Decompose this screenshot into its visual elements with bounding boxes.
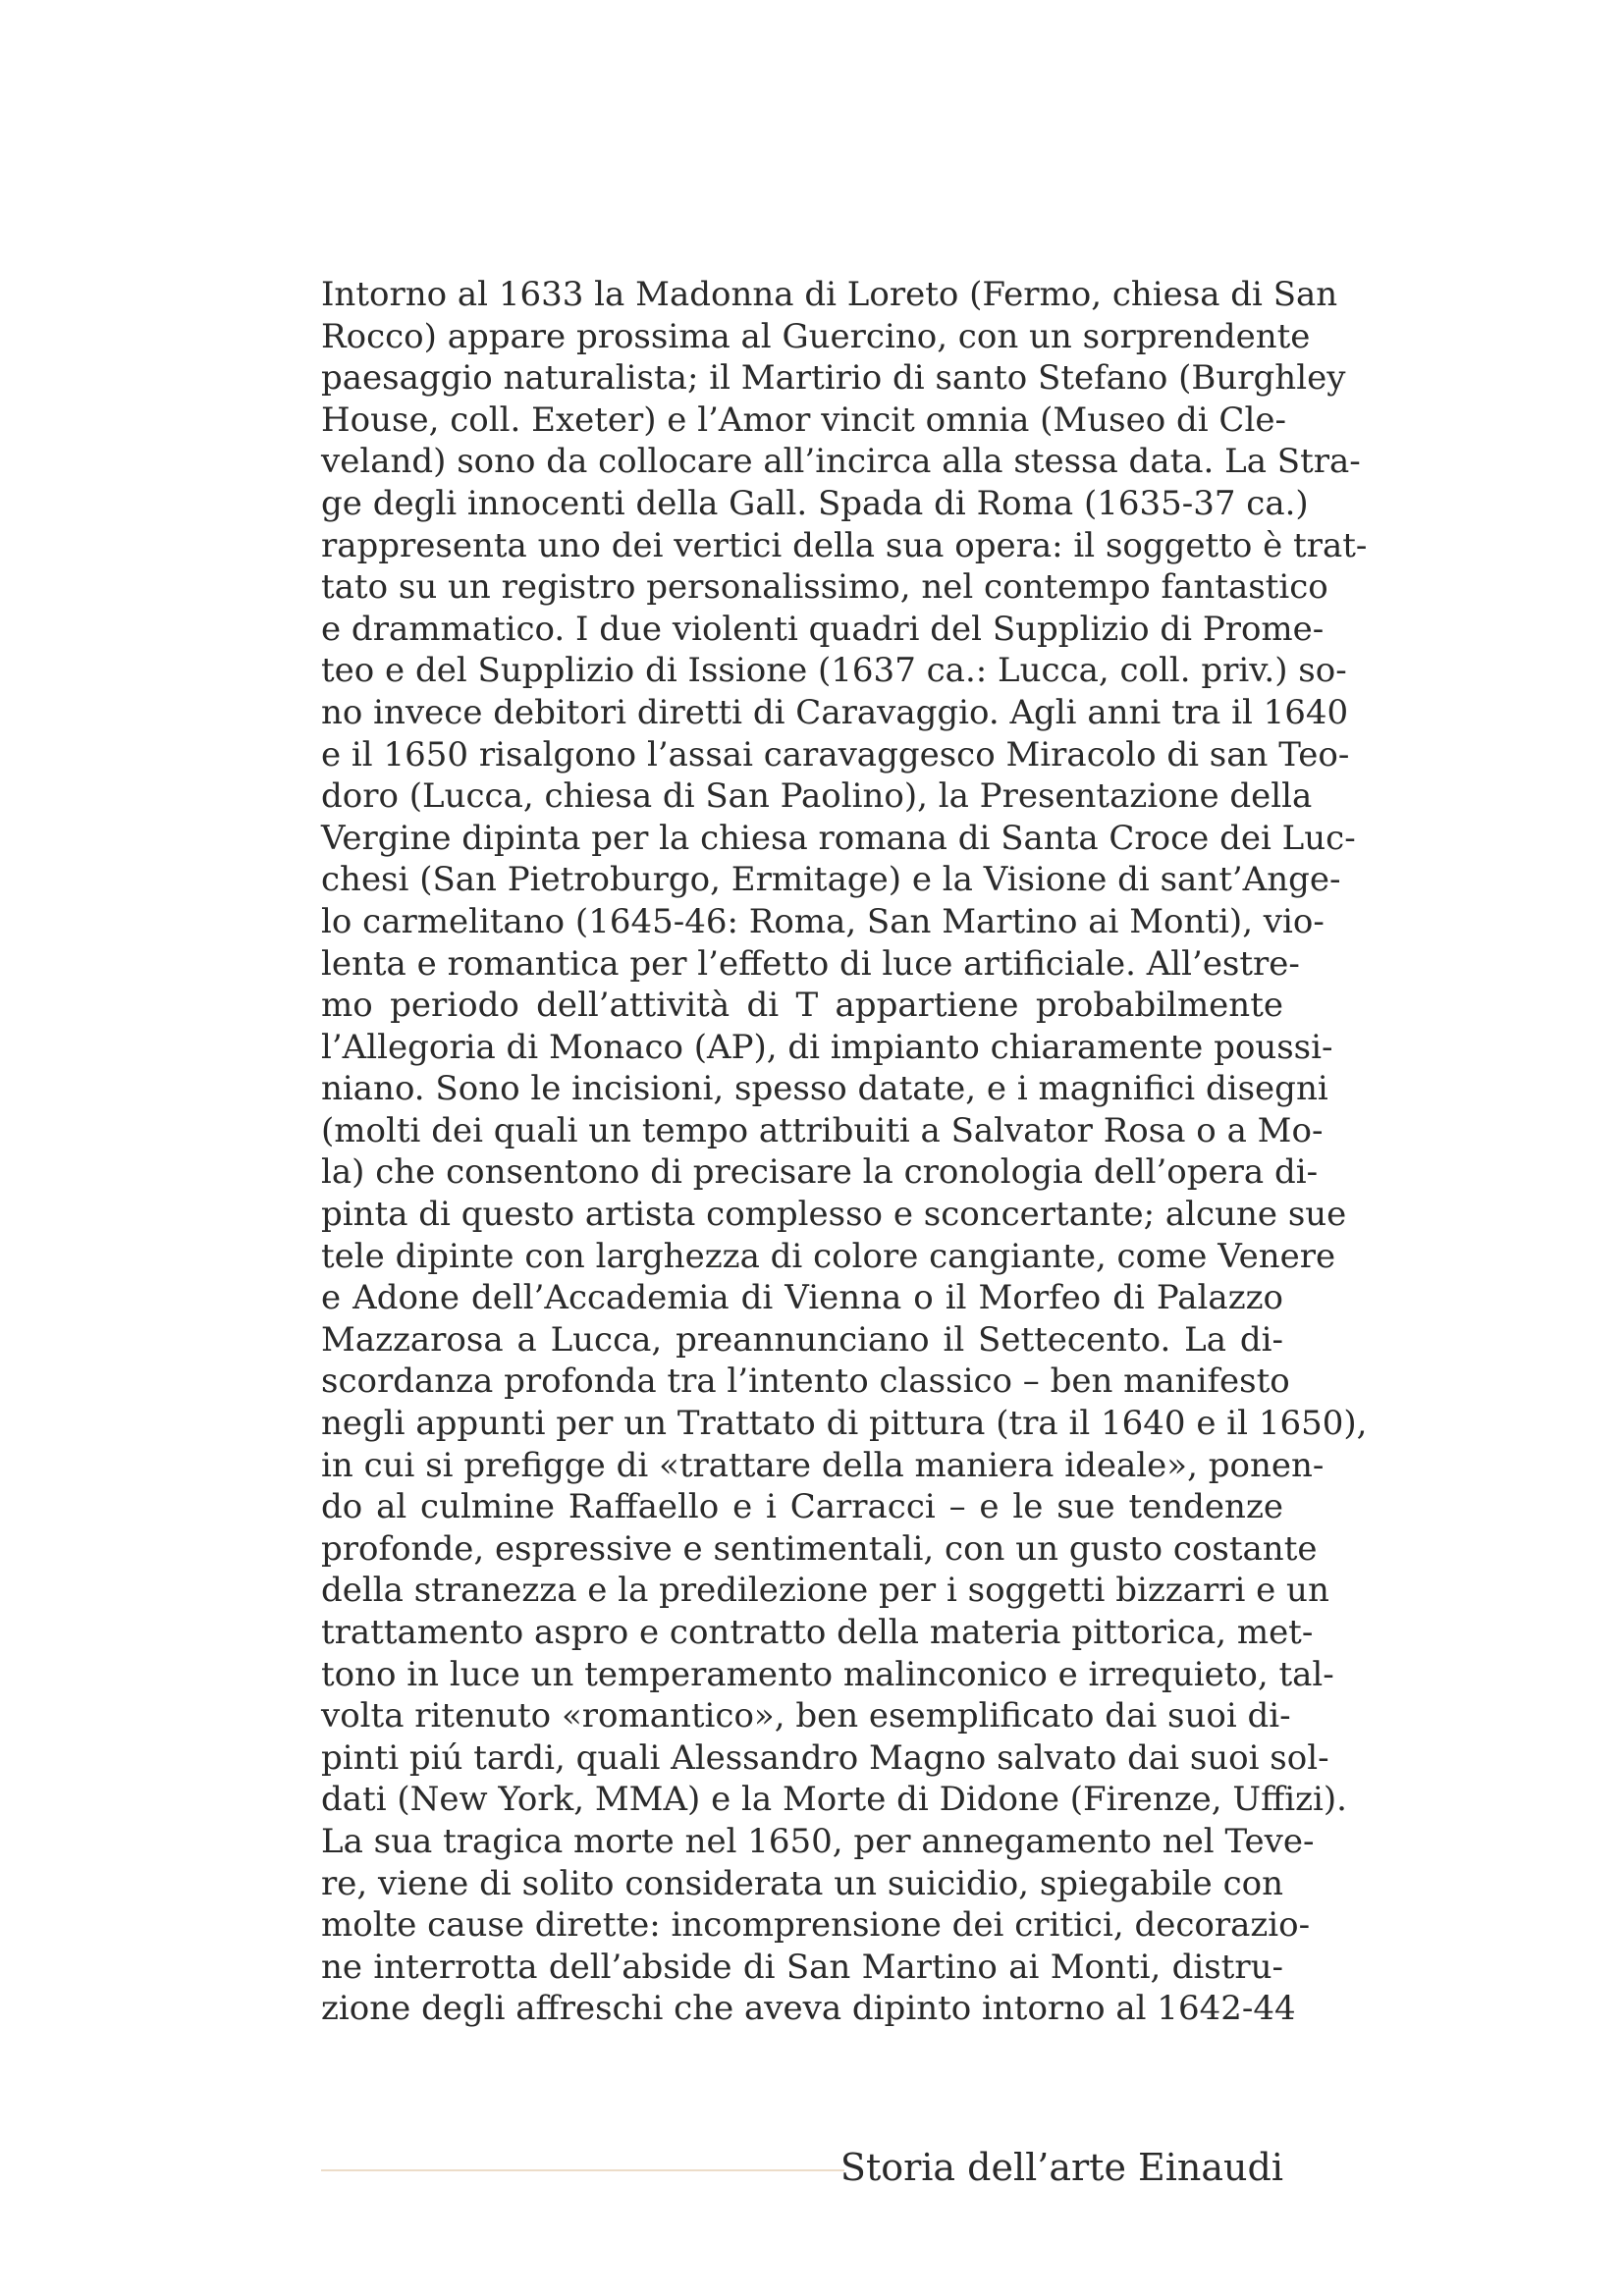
text-line: tato su un registro personalissimo, nel contempo fantastico	[321, 567, 1328, 608]
body-text	[321, 274, 1368, 2030]
text-line: e Adone dell’Accademia di Vienna o il Morfeo di Palazzo	[321, 1278, 1283, 1318]
text-line: paesaggio naturalista; il Martirio di santo Stefano (Burghley	[321, 358, 1346, 399]
text-line: in cui si prefigge di «trattare della maniera ideale», ponen-	[321, 1445, 1325, 1485]
footer-rule	[321, 2169, 844, 2171]
text-line: chesi (San Pietroburgo, Ermitage) e la Visione di sant’Ange-	[321, 860, 1341, 900]
text-line: la) che consentono di precisare la cronologia dell’opera di-	[321, 1152, 1319, 1193]
text-line: lenta e romantica per l’effetto di luce artificiale. All’estre-	[321, 943, 1300, 984]
text-line: La sua tragica morte nel 1650, per annegamento nel Teve-	[321, 1821, 1315, 1861]
text-line: Mazzarosa a Lucca, preannunciano il Settecento. La di-	[321, 1319, 1283, 1360]
text-line: della stranezza e la predilezione per i soggetti bizzarri e un	[321, 1571, 1329, 1611]
text-line: ge degli innocenti della Gall. Spada di Roma (1635-37 ca.)	[321, 483, 1309, 523]
text-line: profonde, espressive e sentimentali, con un gusto costante	[321, 1528, 1318, 1569]
text-line: l’Allegoria di Monaco (AP), di impianto chiaramente poussi-	[321, 1027, 1333, 1067]
text-line: trattamento aspro e contratto della materia pittorica, met-	[321, 1613, 1314, 1652]
text-line: no invece debitori diretti di Caravaggio. Agli anni tra il 1640	[321, 692, 1349, 732]
text-line: Rocco) appare prossima al Guercino, con un sorprendente	[321, 316, 1311, 356]
text-line: zione degli affreschi che aveva dipinto intorno al 1642-44	[321, 1989, 1296, 2029]
text-line: niano. Sono le incisioni, spesso datate, e i magnifici disegni	[321, 1069, 1328, 1109]
text-line: molte cause dirette: incomprensione dei critici, decorazio-	[321, 1905, 1311, 1946]
text-line: Intorno al 1633 la Madonna di Loreto (Fermo, chiesa di San	[321, 275, 1338, 314]
text-line: House, coll. Exeter) e l’Amor vincit omnia (Museo di Cle-	[321, 400, 1286, 440]
text-line: e drammatico. I due violenti quadri del Supplizio di Prome-	[321, 609, 1325, 649]
text-line: pinta di questo artista complesso e sconcertante; alcune sue	[321, 1195, 1347, 1235]
text-line: tele dipinte con larghezza di colore cangiante, come Venere	[321, 1236, 1336, 1276]
text-line: scordanza profonda tra l’intento classico – ben manifesto	[321, 1362, 1290, 1402]
footer-title: Storia dell’arte Einaudi	[839, 2146, 1283, 2189]
text-line: do al culmine Raffaello e i Carracci – e le sue tendenze	[321, 1487, 1283, 1527]
text-line: teo e del Supplizio di Issione (1637 ca.: Lucca, coll. priv.) so-	[321, 651, 1347, 691]
text-line: mo periodo dell’attività di T appartiene probabilmente	[321, 986, 1283, 1026]
text-line: veland) sono da collocare all’incirca alla stessa data. La Stra-	[321, 442, 1361, 482]
text-line: rappresenta uno dei vertici della sua opera: il soggetto è trat-	[321, 525, 1368, 565]
text-line: e il 1650 risalgono l’assai caravaggesco Miracolo di san Teo-	[321, 734, 1350, 774]
text-line: volta ritenuto «romantico», ben esemplificato dai suoi di-	[321, 1696, 1291, 1736]
text-line: (molti dei quali un tempo attribuiti a Salvator Rosa o a Mo-	[321, 1110, 1324, 1150]
text-line: tono in luce un temperamento malinconico e irrequieto, tal-	[321, 1654, 1334, 1694]
text-line: ne interrotta dell’abside di San Martino ai Monti, distru-	[321, 1947, 1283, 1987]
text-line: lo carmelitano (1645-46: Roma, San Martino ai Monti), vio-	[321, 901, 1325, 941]
text-line: doro (Lucca, chiesa di San Paolino), la Presentazione della	[321, 776, 1313, 817]
text-line: dati (New York, MMA) e la Morte di Didone (Firenze, Uffizi).	[321, 1780, 1347, 1820]
text-line: re, viene di solito considerata un suicidio, spiegabile con	[321, 1863, 1283, 1903]
text-line: pinti piú tardi, quali Alessandro Magno salvato dai suoi sol-	[321, 1737, 1329, 1778]
text-line: Vergine dipinta per la chiesa romana di Santa Croce dei Luc-	[321, 818, 1356, 858]
text-line: negli appunti per un Trattato di pittura (tra il 1640 e il 1650),	[321, 1404, 1368, 1444]
